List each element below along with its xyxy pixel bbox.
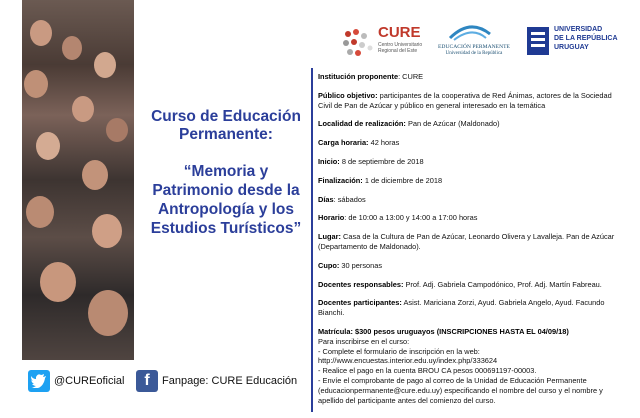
- cure-logo-text: CURE: [378, 24, 421, 41]
- facebook-icon: f: [136, 370, 158, 392]
- logos-bar: [330, 22, 630, 64]
- udelar-shield-icon: [526, 26, 550, 56]
- ep-sub: Universidad de la República: [445, 51, 503, 56]
- udelar-line2: DE LA REPÚBLICA: [554, 35, 618, 42]
- info-fin: Finalización: 1 de diciembre de 2018: [318, 175, 443, 185]
- course-title: Curso de Educación Permanente:: [151, 108, 301, 143]
- info-carga: Carga horaria: 42 horas: [318, 138, 400, 148]
- ep-swoosh-icon: [446, 24, 494, 42]
- info-publico: Público objetivo: participantes de la cooperativa de Red Ánimas, actores de la Sociedad Civil de Pan de Azúcar y público en general interesado en la temática: [318, 90, 612, 110]
- info-resp: Docentes responsables: Prof. Adj. Gabriela Campodónico, Prof. Adj. Martín Fabreau.: [318, 279, 602, 289]
- cure-sub2: Regional del Este: [378, 48, 418, 54]
- registration-link[interactable]: http://www.encuestas.interior.edu.uy/index.php/333624: [318, 356, 498, 366]
- info-cupo: Cupo: 30 personas: [318, 260, 383, 270]
- ep-logo-text: EDUCACIÓN PERMANENTE: [438, 44, 510, 50]
- udelar-line1: UNIVERSIDAD: [554, 26, 603, 33]
- course-info: [318, 72, 624, 405]
- twitter-icon: [28, 370, 50, 392]
- info-institucion: Institución proponente: CURE: [318, 72, 424, 81]
- twitter-handle[interactable]: @CUREoficial: [28, 370, 124, 392]
- info-part: Docentes participantes: Asist. Mariciana Zorzi, Ayud. Gabriela Angelo, Ayud. Facundo Bianchi.: [318, 298, 605, 318]
- facebook-fanpage[interactable]: f Fanpage: CURE Educación: [136, 370, 297, 392]
- info-dias: Días: sábados: [318, 194, 366, 204]
- course-name: “Memoria y Patrimonio desde la Antropología y los Estudios Turísticos”: [150, 163, 302, 237]
- info-localidad: Localidad de realización: Pan de Azúcar (Maldonado): [318, 119, 500, 129]
- info-registration: Matrícula: $300 pesos uruguayos (INSCRIPCIONES HASTA EL 04/09/18) Para inscribirse en el curso: - Complete el formulario de inscripción en la web: http://www.encuestas.interior.edu.uy/index.php/333624 - Realice el pago en la cuenta BROU CA pesos 000691197-00003. - Envíe el comprobante de pago al correo de la Unidad de Educación Permanente (educacionpermanente@cure.edu.uy) especificando el nombre del curso y el nombre y apellido del participante antes del comienzo del curso.: [318, 327, 624, 405]
- cure-dots-icon: [340, 26, 380, 60]
- divider: [311, 68, 313, 412]
- udelar-line3: URUGUAY: [554, 44, 589, 51]
- info-horario: Horario: de 10:00 a 13:00 y 14:00 a 17:00 horas: [318, 213, 478, 223]
- audience-photo: [22, 0, 134, 360]
- info-lugar: Lugar: Casa de la Cultura de Pan de Azúcar, Leonardo Olivera y Lavalleja. Pan de Azúcar (Departamento de Maldonado).: [318, 232, 615, 251]
- cure-sub1: Centro Universitario: [378, 42, 423, 48]
- info-inicio: Inicio: 8 de septiembre de 2018: [318, 156, 424, 166]
